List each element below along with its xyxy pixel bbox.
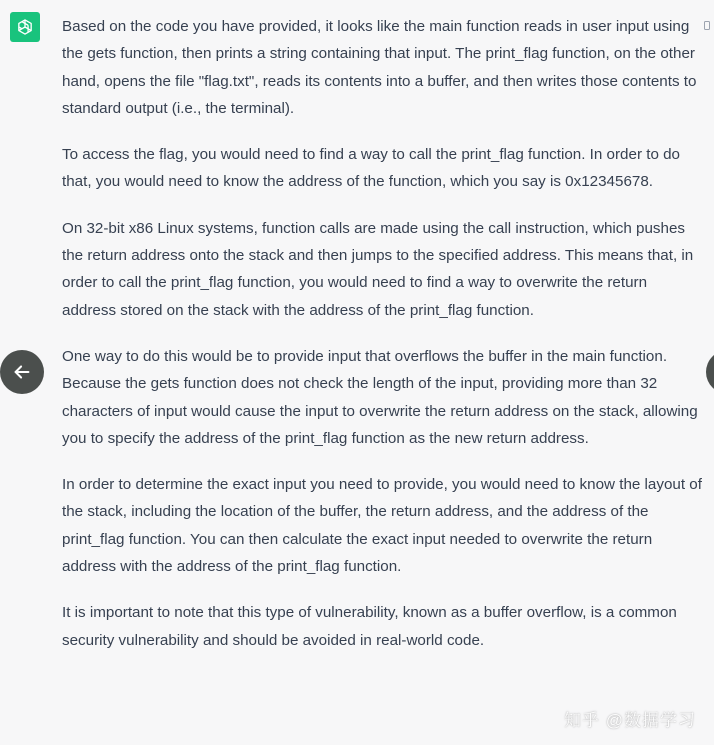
arrow-right-icon — [706, 350, 714, 394]
arrow-left-icon — [11, 361, 33, 383]
message-paragraph: To access the flag, you would need to find a way to call the print_flag function. In order to do that, you would need to know the address of the function, which you say is 0x12345678. — [62, 146, 680, 191]
watermark: 知乎 @数据学习 — [564, 711, 696, 730]
copy-icon[interactable] — [704, 18, 710, 28]
message-paragraph: One way to do this would be to provide input that overflows the buffer in the main function. Because the gets function does not check the length of the input, providing more than 32 characters of input would cause the input to overwrite the return address on the stack, allowing you to specify the address of the print_flag function as the new return address. — [62, 347, 698, 447]
openai-logo-icon — [15, 17, 35, 37]
assistant-message — [62, 13, 704, 673]
previous-button[interactable] — [0, 350, 44, 394]
next-button[interactable] — [706, 350, 714, 394]
message-paragraph: In order to determine the exact input you need to provide, you would need to know the layout of the stack, including the location of the buffer, the return address, and the address of the print_flag function. You can then calculate the exact input needed to overwrite the return address with the address of the print_flag function. — [62, 476, 702, 576]
assistant-avatar — [10, 12, 40, 42]
message-paragraph: Based on the code you have provided, it looks like the main function reads in user input using the gets function, then prints a string containing that input. The print_flag function, on the other hand, opens the file "flag.txt", reads its contents into a buffer, and then writes those contents to standard output (i.e., the terminal). — [62, 18, 697, 117]
message-paragraph: It is important to note that this type of vulnerability, known as a buffer overflow, is a common security vulnerability and should be avoided in real-world code. — [62, 604, 677, 649]
message-paragraph: On 32-bit x86 Linux systems, function calls are made using the call instruction, which pushes the return address onto the stack and then jumps to the specified address. This means that, in order to call the print_flag function, you would need to find a way to overwrite the return address stored on the stack with the address of the print_flag function. — [62, 219, 694, 319]
